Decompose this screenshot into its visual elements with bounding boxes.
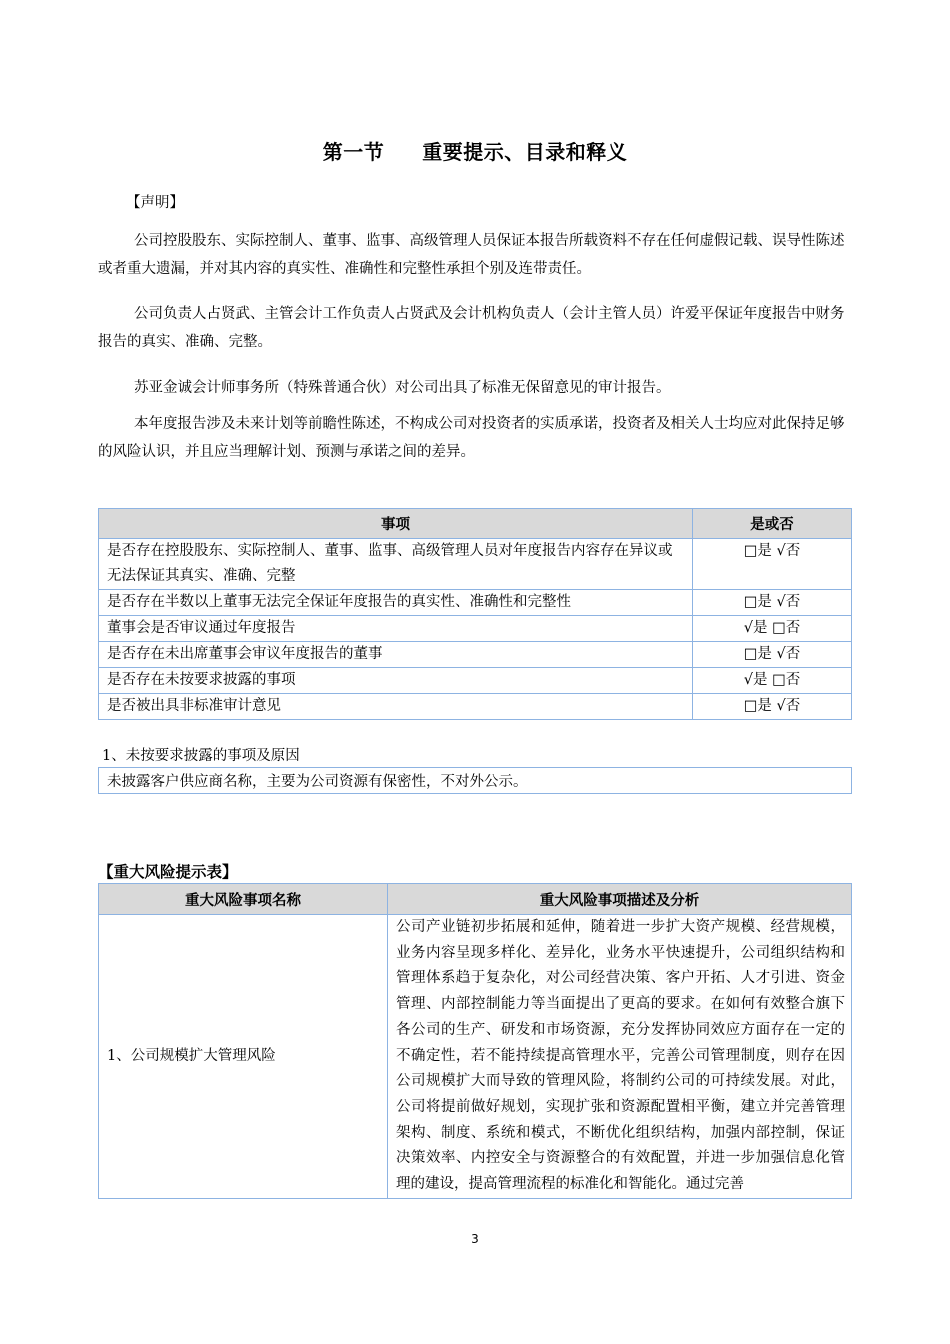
undisclosed-heading: 1、未按要求披露的事项及原因 <box>102 748 300 764</box>
matter-item: 是否存在控股股东、实际控制人、董事、监事、高级管理人员对年度报告内容存在异议或无法保证其真实、准确、完整 <box>99 539 693 590</box>
risk-table <box>98 883 852 1199</box>
table-row <box>99 616 852 642</box>
declaration-paragraph-3: 苏亚金诚会计师事务所（特殊普通合伙）对公司出具了标准无保留意见的审计报告。 <box>134 380 671 396</box>
title-section-name: 重要提示、目录和释义 <box>422 140 628 164</box>
page-number: 3 <box>471 1232 479 1246</box>
matters-table <box>98 508 852 720</box>
risk-header-description: 重大风险事项描述及分析 <box>388 884 852 915</box>
undisclosed-content: 未披露客户供应商名称，主要为公司资源有保密性，不对外公示。 <box>99 768 852 794</box>
matter-answer: √是 □否 <box>693 668 852 694</box>
matter-item: 董事会是否审议通过年度报告 <box>99 616 693 642</box>
matter-answer: □是 √否 <box>693 539 852 590</box>
undisclosed-table <box>98 767 852 794</box>
matter-answer: √是 □否 <box>693 616 852 642</box>
risk-header-name: 重大风险事项名称 <box>99 884 388 915</box>
risk-table-header <box>99 884 852 915</box>
table-row <box>99 642 852 668</box>
matters-header-answer: 是或否 <box>693 509 852 539</box>
table-row <box>99 668 852 694</box>
declaration-paragraph-4: 本年度报告涉及未来计划等前瞻性陈述，不构成公司对投资者的实质承诺，投资者及相关人士均应对此保持足够的风险认识，并且应当理解计划、预测与承诺之间的差异。 <box>98 416 845 460</box>
declaration-paragraph-1: 公司控股股东、实际控制人、董事、监事、高级管理人员保证本报告所载资料不存在任何虚假记载、误导性陈述或者重大遗漏，并对其内容的真实性、准确性和完整性承担个别及连带责任。 <box>98 233 845 277</box>
matter-item: 是否存在未按要求披露的事项 <box>99 668 693 694</box>
risk-description: 公司产业链初步拓展和延伸，随着进一步扩大资产规模、经营规模，业务内容呈现多样化、差异化，业务水平快速提升，公司组织结构和管理体系趋于复杂化，对公司经营决策、客户开拓、人才引进、资金管理、内部控制能力等当面提出了更高的要求。在如何有效整合旗下各公司的生产、研发和市场资源，充分发挥协同效应方面存在一定的不确定性，若不能持续提高管理水平，完善公司管理制度，则存在因公司规模扩大而导致的管理风险，将制约公司的可持续发展。对此，公司将提前做好规划，实现扩张和资源配置相平衡，建立并完善管理架构、制度、系统和模式，不断优化组织结构，加强内部控制，保证决策效率、内控安全与资源整合的有效配置，并进一步加强信息化管理的建设，提高管理流程的标准化和智能化。通过完善 <box>388 915 852 1199</box>
matters-table-header <box>99 509 852 539</box>
table-row <box>99 694 852 720</box>
matter-item: 是否被出具非标准审计意见 <box>99 694 693 720</box>
table-row <box>99 590 852 616</box>
matter-item: 是否存在未出席董事会审议年度报告的董事 <box>99 642 693 668</box>
matter-answer: □是 √否 <box>693 642 852 668</box>
table-row <box>99 768 852 794</box>
table-row <box>99 539 852 590</box>
declaration-paragraph-2: 公司负责人占贤武、主管会计工作负责人占贤武及会计机构负责人（会计主管人员）许爱平保证年度报告中财务报告的真实、准确、完整。 <box>98 306 845 350</box>
matters-header-item: 事项 <box>99 509 693 539</box>
matter-item: 是否存在半数以上董事无法完全保证年度报告的真实性、准确性和完整性 <box>99 590 693 616</box>
matter-answer: □是 √否 <box>693 590 852 616</box>
page-title <box>0 136 950 165</box>
declaration-heading: 【声明】 <box>126 195 184 211</box>
title-section-number: 第一节 <box>322 140 385 164</box>
risk-name: 1、公司规模扩大管理风险 <box>99 915 388 1199</box>
matter-answer: □是 √否 <box>693 694 852 720</box>
table-row <box>99 915 852 1199</box>
risk-table-heading: 【重大风险提示表】 <box>98 863 238 881</box>
